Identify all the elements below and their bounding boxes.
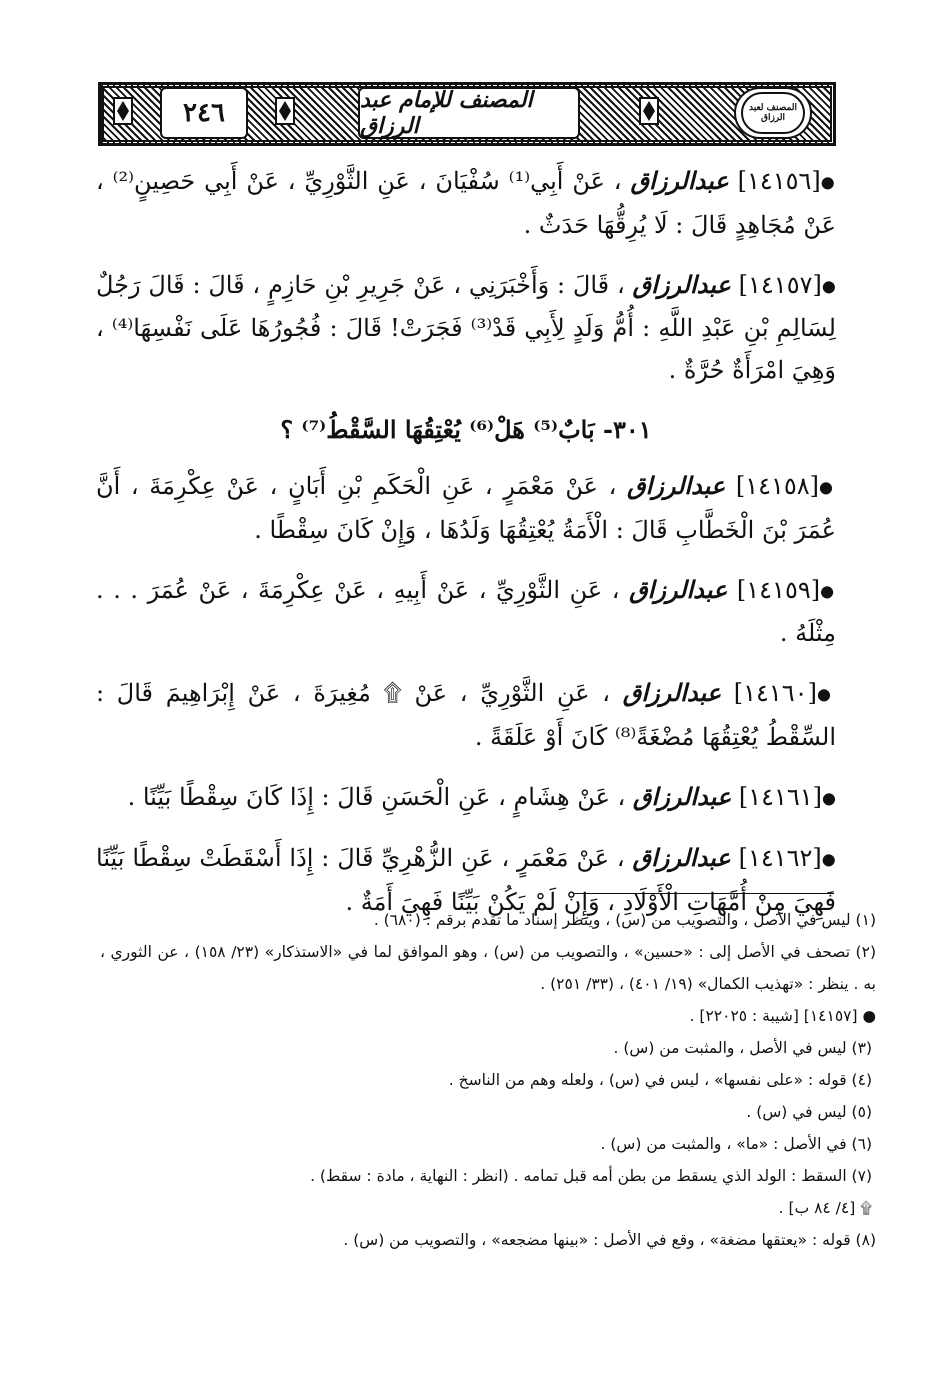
- hadith-number: [١٤١٦١]: [738, 782, 823, 811]
- bullet-icon: ●: [822, 788, 836, 807]
- footnote-3: (٣) ليس في الأصل ، والمثبت من (س) .: [613, 1039, 872, 1057]
- page-number: ٢٤٦: [183, 98, 225, 128]
- footnote-7: (٧) السقط : الولد الذي يسقط من بطن أمه قبل تمامه . (انظر : النهاية ، مادة : سقط) .: [310, 1167, 872, 1185]
- hadith-text: ، قَالَ : وَأَخْبَرَنِي ، عَنْ جَرِيرِ بْنِ حَازِمٍ ، قَالَ : قَالَ رَجُلٌ لِسَالِمِ بْنِ عَبْدِ اللَّهِ : أُمُّ وَلَدٍ لِأَبِي قَدْ⁽³⁾ فَجَرَتْ! قَالَ : فُجُورُهَا عَلَى نَفْسِهَا⁽⁴⁾ ، وَهِيَ امْرَأَةٌ حُرَّةٌ .: [96, 270, 836, 384]
- hadith-14159: [96, 569, 836, 655]
- footnote-folio: ۩ [٤/ ٨٤ ب] .: [778, 1199, 872, 1217]
- hadith-14158: [96, 465, 836, 551]
- footnote-separator: [574, 893, 834, 894]
- footnote-1: (١) ليس في الأصل ، والتصويب من (س) ، وينظر إسناد ما تقدم برقم : (٦٨٠) .: [373, 911, 876, 929]
- ornament-icon: [638, 96, 660, 126]
- bullet-icon: ●: [821, 276, 836, 295]
- hadith-author: عبدالرزاق: [630, 166, 729, 195]
- hadith-text: ، عَنِ الثَّوْرِيِّ ، عَنْ ۩ مُغِيرَةَ ، عَنْ إِبْرَاهِيمَ قَالَ : السِّقْطُ يُعْتِقُهَا مُضْغَةً⁽⁸⁾ كَانَ أَوْ عَلَقَةً .: [96, 679, 836, 751]
- footnote-ref-14157: ● [١٤١٥٧] [شيبة : ٢٢٠٢٥] .: [689, 1007, 876, 1025]
- hadith-14161: [96, 776, 836, 820]
- hadith-14160: [96, 672, 836, 758]
- hadith-text: ، عَنِ الثَّوْرِيِّ ، عَنْ أَبِيهِ ، عَنْ عِكْرِمَةَ ، عَنْ عُمَرَ . . . مِثْلَهُ .: [96, 575, 836, 647]
- footnotes: [100, 904, 876, 1256]
- hadith-author: عبدالرزاق: [632, 781, 732, 811]
- hadith-text: ، عَنْ مَعْمَرٍ ، عَنِ الْحَكَمِ بْنِ أَبَانٍ ، عَنْ عِكْرِمَةَ ، أَنَّ عُمَرَ بْنَ الْخَطَّابِ قَالَ : الْأَمَةُ يُعْتِقُهَا وَلَدُهَا ، وَإِنْ كَانَ سِقْطًا .: [96, 472, 836, 544]
- ornament-icon: [274, 96, 296, 126]
- hadith-number: [١٤١٦٠]: [733, 679, 817, 707]
- hadith-number: [١٤١٥٨]: [735, 472, 820, 500]
- book-title-box: [358, 87, 580, 139]
- hadith-author: عبدالرزاق: [632, 269, 731, 299]
- bullet-icon: ●: [820, 581, 836, 600]
- footnote-4: (٤) قوله : «على نفسها» ، ليس في (س) ، ولعله وهم من الناسخ .: [448, 1071, 872, 1089]
- bullet-icon: ●: [820, 172, 837, 192]
- footnote-5: (٥) ليس في (س) .: [746, 1103, 872, 1121]
- main-text: [96, 160, 836, 941]
- section-heading: ٣٠١- بَابٌ⁽⁵⁾ هَلْ⁽⁶⁾ يُعْتِقُهَا السَّقْطُ⁽⁷⁾ ؟: [280, 415, 652, 444]
- hadith-number: [١٤١٥٦]: [737, 167, 821, 195]
- hadith-text: ، عَنْ مَعْمَرٍ ، عَنِ الزُّهْرِيِّ قَالَ : إِذَا أَسْقَطَتْ سِقْطًا بَيِّنًا فَهِيَ مِنْ أُمَّهَاتِ الْأَوْلَادِ ، وَإِنْ لَمْ يَكُنْ بَيِّنًا فَهِيَ أَمَةٌ .: [96, 844, 836, 916]
- page-number-box: [160, 87, 248, 139]
- hadith-author: عبدالرزاق: [632, 843, 731, 872]
- ornament-icon: [112, 96, 134, 126]
- seal-text: المصنف لعبد الرزاق: [749, 103, 797, 123]
- bullet-icon: ●: [821, 849, 836, 869]
- footnote-6: (٦) في الأصل : «ما» ، والمثبت من (س) .: [600, 1135, 872, 1153]
- footnote-8: (٨) قوله : «يعتقها مضغة» ، وقع في الأصل : «بينها مضجعه» ، والتصويب من (س) .: [343, 1231, 876, 1249]
- hadith-number: [١٤١٥٧]: [738, 270, 822, 299]
- hadith-author: عبدالرزاق: [622, 678, 722, 707]
- hadith-14156: [96, 160, 836, 246]
- bullet-icon: ●: [819, 477, 836, 497]
- hadith-author: عبدالرزاق: [629, 574, 728, 604]
- seal-logo: [741, 92, 805, 134]
- page-header: [98, 82, 836, 146]
- hadith-text: ، عَنْ هِشَامٍ ، عَنِ الْحَسَنِ قَالَ : إِذَا كَانَ سِقْطًا بَيِّنًا .: [127, 782, 626, 811]
- hadith-text: ، عَنْ أَبِي⁽¹⁾ سُفْيَانَ ، عَنِ الثَّوْرِيِّ ، عَنْ أَبِي حَصِينٍ⁽²⁾ ، عَنْ مُجَاهِدٍ قَالَ : لَا يُرِقُّهَا حَدَثٌ .: [96, 167, 836, 239]
- footnote-2: (٢) تصحف في الأصل إلى : «حسين» ، والتصويب من (س) ، وهو الموافق لما في «الاستذكار» (٢٣/ ١٥٨) ، عن الثوري ، به . ينظر : «تهذيب الكمال» (١٩/ ٤٠١) ، (٣٣/ ٢٥١) .: [100, 943, 876, 993]
- hadith-number: [١٤١٦٢]: [738, 844, 822, 872]
- seal-box: [734, 87, 812, 139]
- hadith-author: عبدالرزاق: [626, 471, 726, 500]
- book-title: المصنف للإمام عبد الرزاق: [360, 87, 533, 139]
- bullet-icon: ●: [816, 684, 836, 704]
- hadith-14157: [96, 264, 836, 392]
- hadith-number: [١٤١٥٩]: [736, 575, 821, 604]
